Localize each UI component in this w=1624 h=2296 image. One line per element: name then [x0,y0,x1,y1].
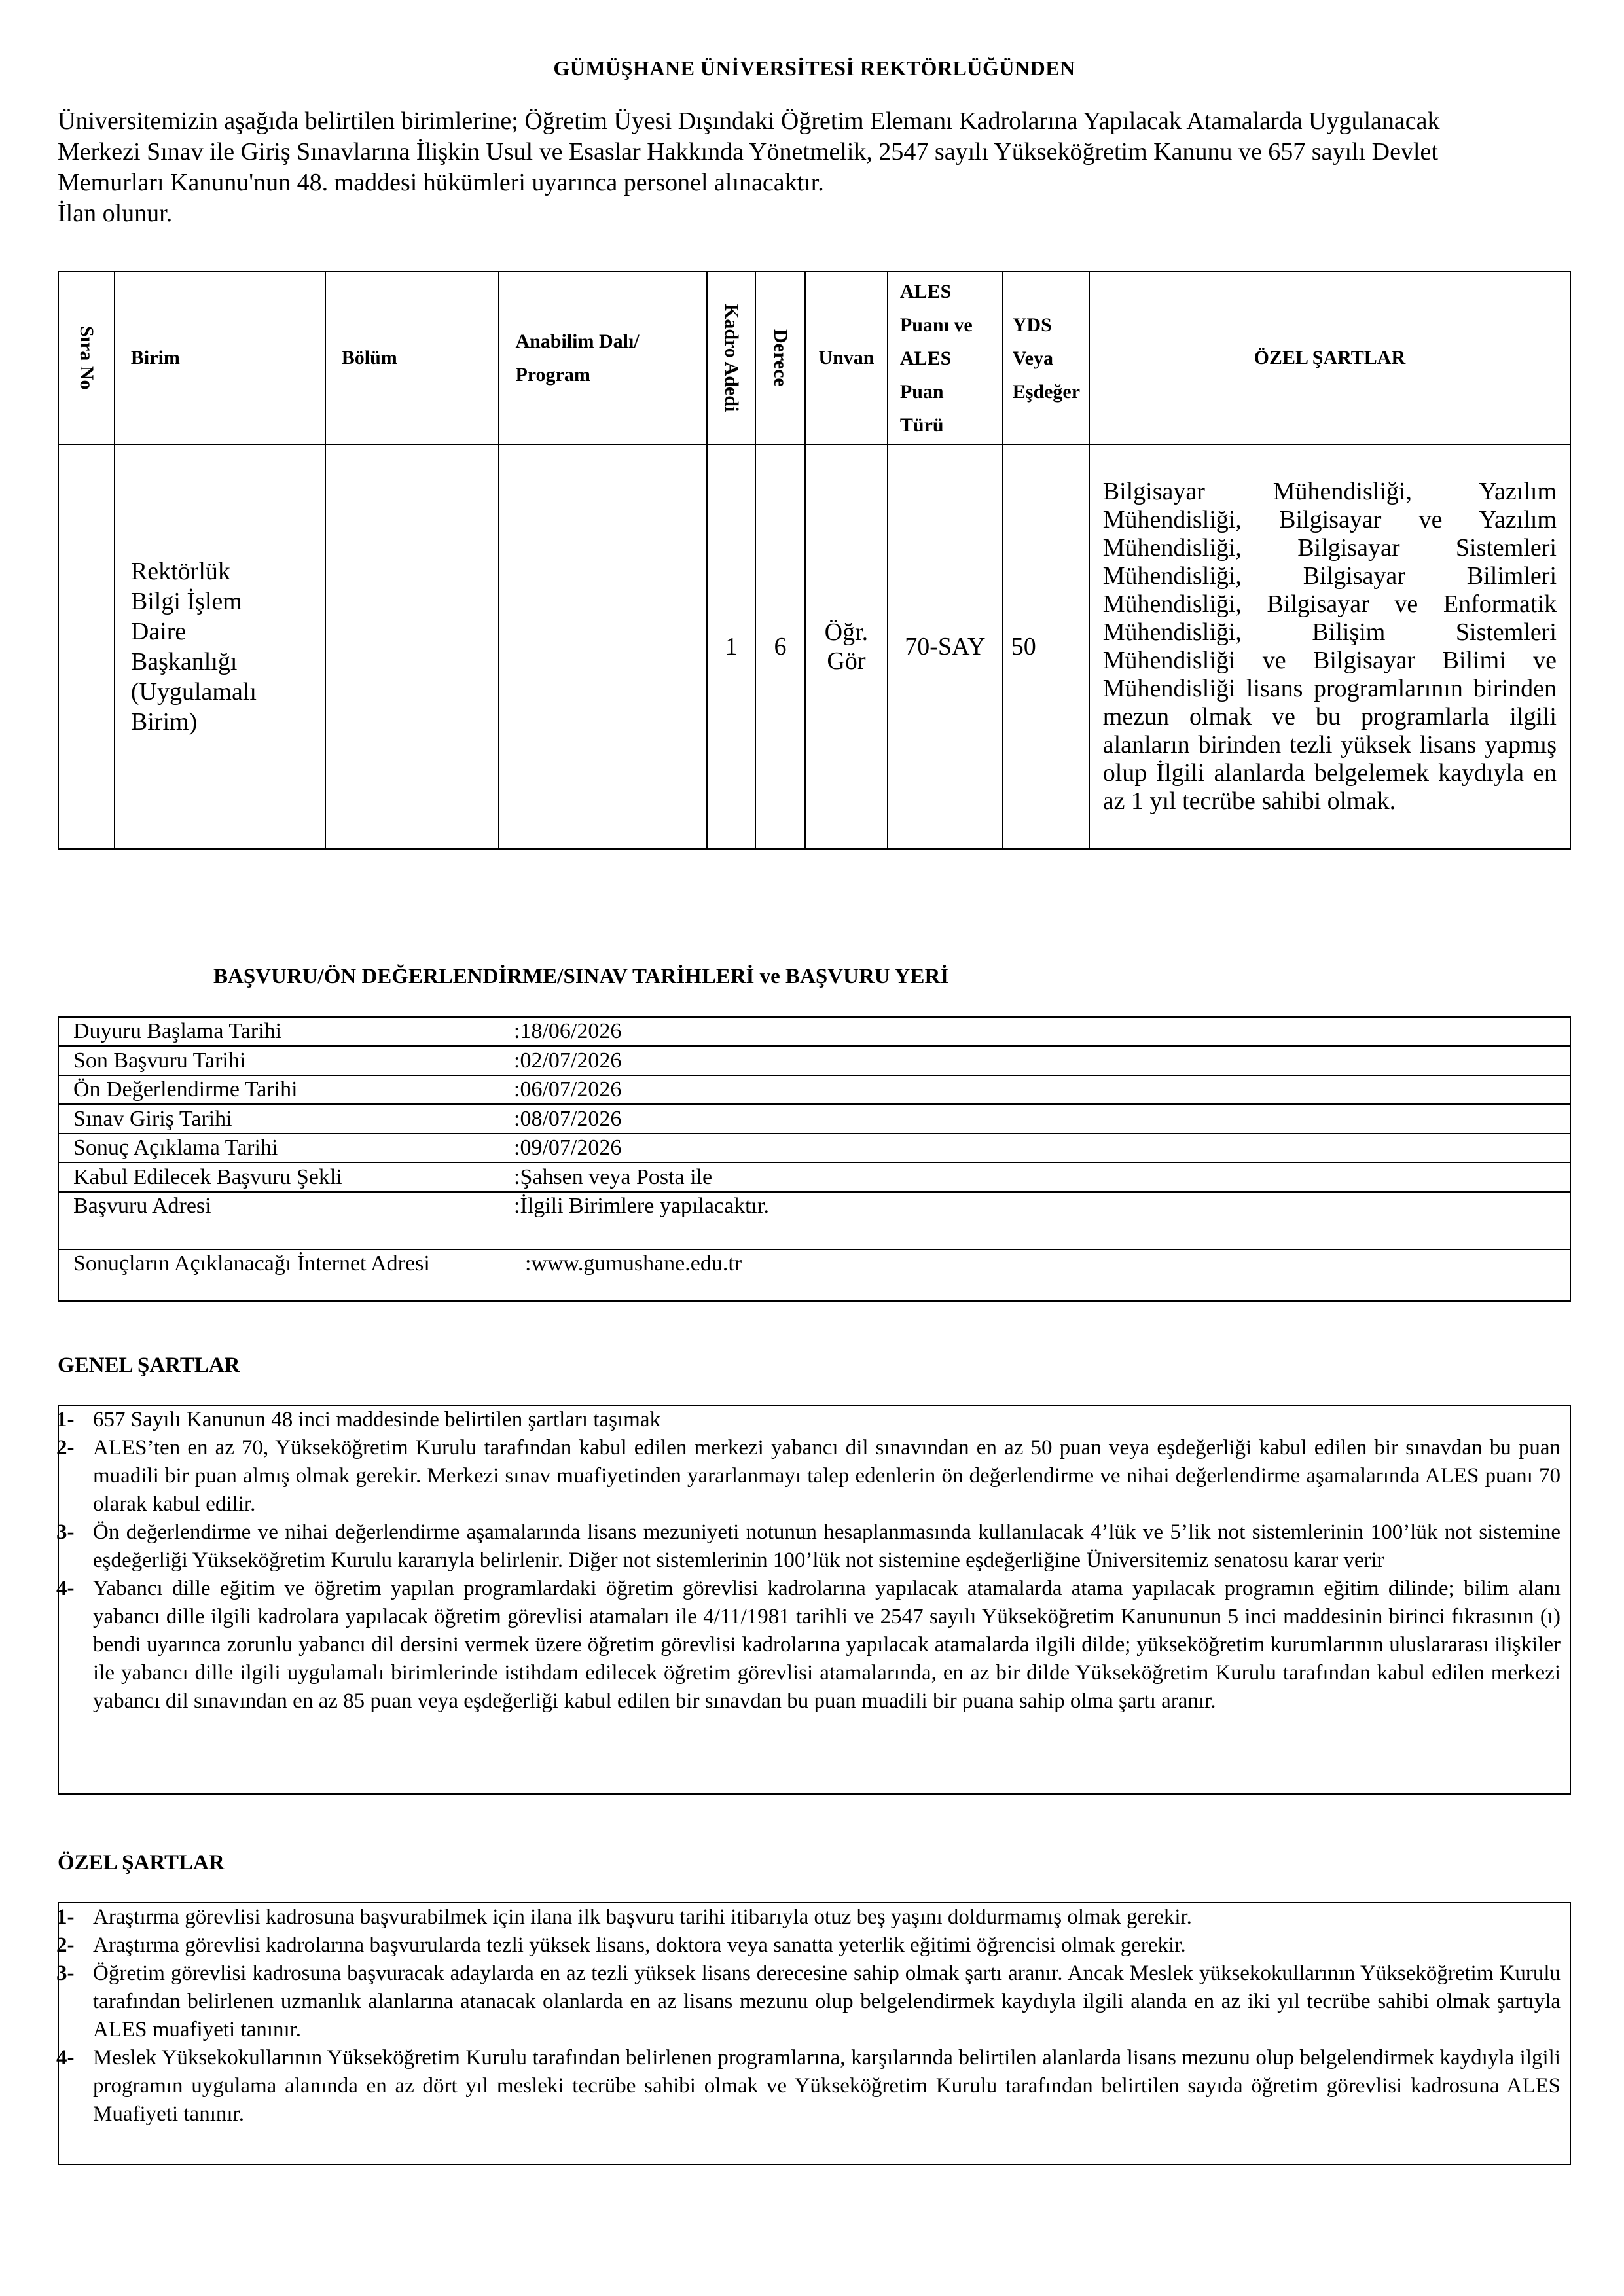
header-ozel-sartlar: ÖZEL ŞARTLAR [1089,272,1570,444]
list-item: 2- Araştırma görevlisi kadrolarına başvurularda tezli yüksek lisans, doktora veya sanatta yeterlik eğitimi öğrencisi olmak gerekir. [56,1933,1186,1957]
list-item: 3- Öğretim görevlisi kadrosuna başvuracak adaylarda en az tezli yüksek lisans derecesine sahip olmak şartı aranır. Ancak Meslek yüksekokullarının Yükseköğretim Kurulu tarafından belirlenen uzmanlık alanlarına atanacak olanlarda en az lisans mezunu olup belgelendirmek kaydıyla ilgili alanda en az iki yıl tecrübe sahibi olmak şartıyla ALES muafiyeti tanınır. [56,1962,1561,2041]
header-anabilim: Anabilim Dalı/ Program [499,272,707,444]
genel-sartlar-box [58,1405,1571,1795]
date-label: Sonuçların Açıklanacağı İnternet Adresi [73,1251,430,1276]
date-label: Son Başvuru Tarihi [73,1049,246,1073]
intro-line: İlan olunur. [58,200,173,227]
table-header-row [58,272,1570,444]
website-url: :www.gumushane.edu.tr [525,1251,742,1276]
cell-birim: Rektörlük Bilgi İşlem Daire Başkanlığı (Uygulamalı Birim) [115,444,325,849]
cell-bolum [325,444,499,849]
list-item: 4- Meslek Yüksekokullarının Yükseköğretim Kurulu tarafından belirlenen programlarına, karşılarında belirtilen alanlarda lisans mezunu olup belgelendirmek kaydıyla ilgili programın uygulama alanında en az dört yıl mesleki tecrübe sahibi olmak ve Yükseköğretim Kurulu tarafından belirtilen sayıda öğretim görevlisi kadrosuna ALES Muafiyeti tanınır. [56,2046,1561,2126]
cell-ales: 70-SAY [888,444,1003,849]
genel-section-title: GENEL ŞARTLAR [58,1354,240,1377]
intro-paragraph [58,106,1571,229]
dates-box [58,1016,1571,1302]
date-value: :08/07/2026 [514,1107,622,1131]
header-kadro-adedi: Kadro Adedi [707,272,755,444]
date-label: Kabul Edilecek Başvuru Şekli [73,1165,342,1189]
date-value: :Şahsen veya Posta ile [514,1165,713,1189]
date-value: :06/07/2026 [514,1077,622,1102]
date-label: Sınav Giriş Tarihi [73,1107,232,1131]
header-birim: Birim [115,272,325,444]
table-row [58,444,1570,849]
list-item: 1- Araştırma görevlisi kadrosuna başvurabilmek için ilana ilk başvuru tarihi itibarıyla otuz beş yaşını doldurmamış olmak gerekir. [56,1905,1192,1929]
header-yds: YDS Veya Eşdeğer [1003,272,1089,444]
header-ales: ALES Puanı ve ALES Puan Türü [888,272,1003,444]
date-label: Duyuru Başlama Tarihi [73,1019,282,1043]
date-label: Başvuru Adresi [73,1194,211,1218]
cell-kadro-adedi: 1 [707,444,755,849]
date-value: :İlgili Birimlere yapılacaktır. [514,1194,769,1218]
list-item: 1- 657 Sayılı Kanunun 48 inci maddesinde belirtilen şartları taşımak [56,1408,660,1431]
header-derece: Derece [755,272,805,444]
position-table [58,271,1571,850]
date-label: Ön Değerlendirme Tarihi [73,1077,298,1102]
date-value: :02/07/2026 [514,1049,622,1073]
intro-line: Üniversitemizin aşağıda belirtilen birimlerine; Öğretim Üyesi Dışındaki Öğretim Elemanı Kadrolarına Yapılacak Atamalarda Uygulanacak [58,107,1440,135]
date-label: Sonuç Açıklama Tarihi [73,1136,278,1160]
cell-yds: 50 [1003,444,1089,849]
list-item: 2- ALES’ten en az 70, Yükseköğretim Kurulu tarafından kabul edilen merkezi yabancı dil sınavından en az 50 puan veya eşdeğerliği kabul edilen bir sınavdan bu puan muadili bir puan almış olmak gerekir. Merkezi sınav muafiyetinden yararlanmayı talep edenlerin ön değerlendirme ve nihai değerlendirme aşamalarında ALES puanı 70 olarak kabul edilir. [56,1436,1561,1516]
date-value: :09/07/2026 [514,1136,622,1160]
cell-ozel-sartlar: Bilgisayar Mühendisliği, Yazılım Mühendisliği, Bilgisayar ve Yazılım Mühendisliği, Bilgisayar Sistemleri Mühendisliği, Bilgisayar Bilimleri Mühendisliği, Bilgisayar ve Enformatik Mühendisliği, Bilişim Sistemleri Mühendisliği ve Bilgisayar Bilimi ve Mühendisliği lisans programlarının birinden mezun olmak ve bu programlarla ilgili alanların birinden tezli yüksek lisans yapmış olup İlgili alanlarda belgelemek kaydıyla en az 1 yıl tecrübe sahibi olmak. [1089,444,1570,849]
cell-unvan: Öğr. Gör [805,444,888,849]
cell-sira-no [58,444,115,849]
cell-anabilim [499,444,707,849]
dates-section-title: BAŞVURU/ÖN DEĞERLENDİRME/SINAV TARİHLERİ ve BAŞVURU YERİ [213,965,949,988]
header-unvan: Unvan [805,272,888,444]
list-item: 3- Ön değerlendirme ve nihai değerlendirme aşamalarında lisans mezuniyeti notunun hesaplanmasında kullanılacak 4’lük ve 5’lik not sistemlerinin 100’lük not sistemine eşdeğerliği Yükseköğretim Kurulu kararıyla belirlenir. Diğer not sistemlerinin 100’lük not sistemine eşdeğerliğine Üniversitemiz senatosu karar verir [56,1520,1561,1572]
intro-line: Memurları Kanunu'nun 48. maddesi hükümleri uyarınca personel alınacaktır. [58,169,824,196]
header-sira-no: Sıra No [58,272,115,444]
intro-line: Merkezi Sınav ile Giriş Sınavlarına İlişkin Usul ve Esaslar Hakkında Yönetmelik, 2547 sayılı Yükseköğretim Kanunu ve 657 sayılı Devlet [58,138,1438,166]
cell-derece: 6 [755,444,805,849]
ozel-section-title: ÖZEL ŞARTLAR [58,1851,225,1874]
ozel-sartlar-box [58,1902,1571,2165]
header-bolum: Bölüm [325,272,499,444]
date-value: :18/06/2026 [514,1019,622,1043]
list-item: 4- Yabancı dille eğitim ve öğretim yapılan programlardaki öğretim görevlisi kadrolarına yapılacak atamalarda atama yapılacak programın eğitim dilinde; bilim alanı yabancı dille ilgili kadrolara yapılacak öğretim görevlisi atamaları ile 4/11/1981 tarihli ve 2547 sayılı Yükseköğretim Kanununun 5 inci maddesinin birinci fıkrasının (ı) bendi uyarınca zorunlu yabancı dil dersini vermek üzere öğretim görevlisi kadrolarına yapılacak atamalarda ilgili dilde; yükseköğretim kurumlarının uluslararası ilişkiler ile yabancı dille ilgili uygulamalı birimlerinde istihdam edilecek öğretim görevlisi atamalarında, en az bir dilde Yükseköğretim Kurulu tarafından kabul edilen merkezi yabancı dil sınavından en az 85 puan veya eşdeğerliği kabul edilen bir sınavdan bu puan muadili bir puana sahip olma şartı aranır. [56,1577,1561,1713]
document-title: GÜMÜŞHANE ÜNİVERSİTESİ REKTÖRLÜĞÜNDEN [553,56,1075,80]
